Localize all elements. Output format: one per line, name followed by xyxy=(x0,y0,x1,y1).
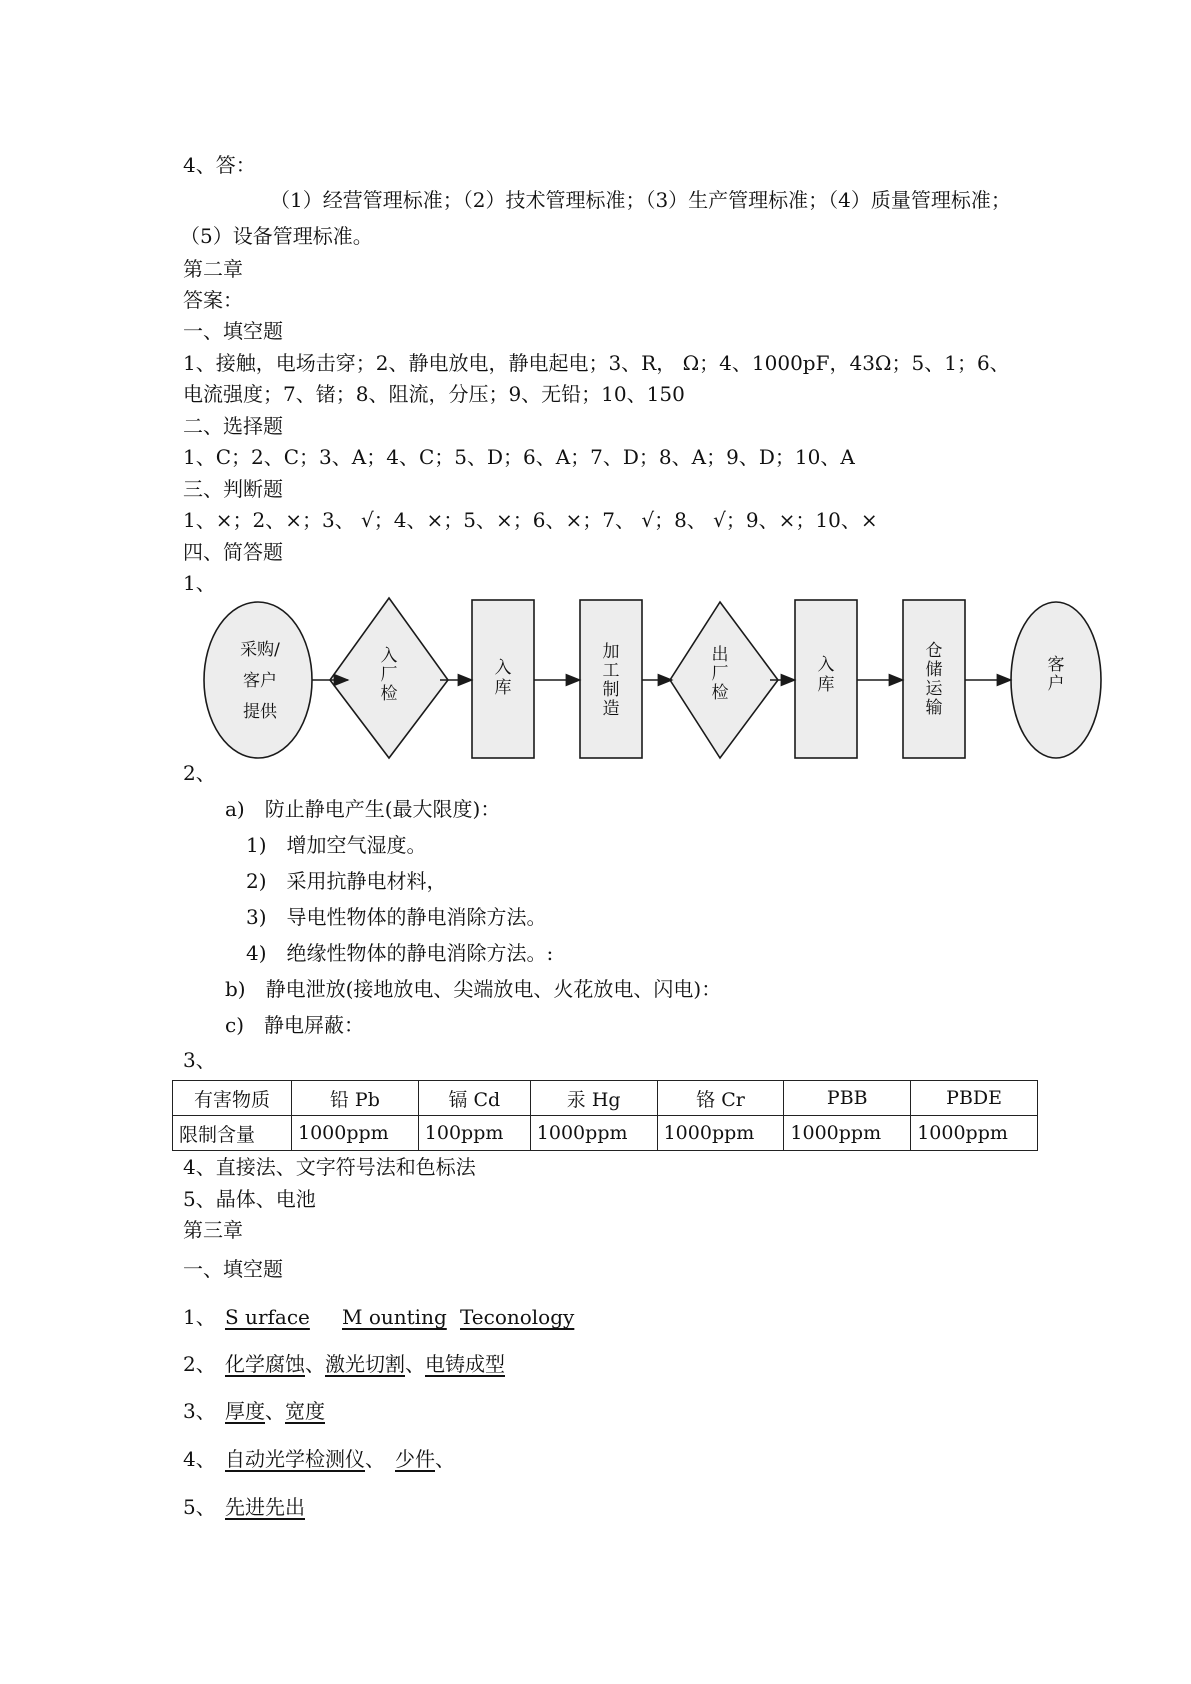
step6-char-3: 运 xyxy=(925,679,943,699)
step5-char-1: 入 xyxy=(817,655,835,675)
separator: 、 xyxy=(435,1447,455,1471)
ch3-item4-number: 4、 xyxy=(183,1447,216,1471)
step2-char-1: 入 xyxy=(494,658,512,678)
ch3-item1-number: 1、 xyxy=(183,1305,216,1329)
table-cell: 汞 Hg xyxy=(530,1081,657,1116)
ch3-item1-part3: Teconology xyxy=(460,1305,575,1329)
ch3-item2-answers xyxy=(225,1351,505,1377)
table-cell: 1000ppm xyxy=(784,1116,911,1151)
separator: 、 xyxy=(405,1352,425,1376)
table-row xyxy=(173,1116,1038,1151)
table-cell: 有害物质 xyxy=(173,1081,292,1116)
table-cell: 1000ppm xyxy=(911,1116,1038,1151)
table-cell: 1000ppm xyxy=(530,1116,657,1151)
step6-char-4: 输 xyxy=(925,698,943,718)
answer-4-line1: （1）经营管理标准；（2）技术管理标准；（3）生产管理标准；（4）质量管理标准； xyxy=(270,188,1011,212)
q2-item-a4: 4) 绝缘性物体的静电消除方法。: xyxy=(246,941,554,965)
ch3-item4-answers xyxy=(225,1446,455,1472)
step4-char-3: 检 xyxy=(711,683,729,703)
table-cell: 100ppm xyxy=(418,1116,530,1151)
answer-text: 电铸成型 xyxy=(425,1352,505,1376)
table-cell: 1000ppm xyxy=(292,1116,419,1151)
q2-item-a1: 1) 增加空气湿度。 xyxy=(246,833,427,857)
separator: 、 xyxy=(305,1352,325,1376)
table-cell: 镉 Cd xyxy=(418,1081,530,1116)
step2-char-2: 库 xyxy=(494,678,512,698)
table-row xyxy=(173,1081,1038,1116)
separator: 、 xyxy=(265,1399,285,1423)
table-cell: 铬 Cr xyxy=(657,1081,784,1116)
short-heading: 四、简答题 xyxy=(183,540,283,564)
q1-label: 1、 xyxy=(183,571,216,595)
step3-char-2: 工 xyxy=(602,661,620,681)
fill-heading: 一、填空题 xyxy=(183,319,283,343)
q2-item-b: b) 静电泄放(接地放电、尖端放电、火花放电、闪电)： xyxy=(225,977,722,1001)
step3-char-1: 加 xyxy=(602,642,620,662)
answer-text: 厚度 xyxy=(225,1399,265,1423)
end-char-2: 户 xyxy=(1047,674,1065,694)
chapter2-title: 第二章 xyxy=(183,257,243,281)
process-flowchart xyxy=(0,0,1191,770)
step6-char-1: 仓 xyxy=(925,641,943,661)
ch3-item2-number: 2、 xyxy=(183,1352,216,1376)
step6-char-2: 储 xyxy=(925,660,943,680)
q4-answer: 4、直接法、文字符号法和色标法 xyxy=(183,1155,476,1179)
q5-answer: 5、晶体、电池 xyxy=(183,1187,316,1211)
step5-char-2: 库 xyxy=(817,675,835,695)
source-line-2: 客户 xyxy=(243,671,277,691)
q3-label: 3、 xyxy=(183,1048,216,1072)
q2-item-a: a) 防止静电产生(最大限度)： xyxy=(225,797,501,821)
step1-char-2: 厂 xyxy=(380,665,398,685)
table-cell: PBDE xyxy=(911,1081,1038,1116)
answer-text: 宽度 xyxy=(285,1399,325,1423)
judge-answers: 1、×；2、×；3、 √；4、×；5、×；6、×；7、 √；8、 √；9、×；10、× xyxy=(183,508,878,532)
q2-item-a3: 3) 导电性物体的静电消除方法。 xyxy=(246,905,547,929)
answer-text: 自动光学检测仪 xyxy=(225,1447,365,1471)
q2-item-c: c) 静电屏蔽： xyxy=(225,1013,365,1037)
answer-4-heading: 4、答： xyxy=(183,153,256,177)
ch3-item3-answers xyxy=(225,1398,325,1424)
table-cell: PBB xyxy=(784,1081,911,1116)
table-cell: 铅 Pb xyxy=(292,1081,419,1116)
step3-char-3: 制 xyxy=(602,680,620,700)
step4-char-2: 厂 xyxy=(711,664,729,684)
separator: 、 xyxy=(365,1447,375,1471)
ch3-item1-part2: M ounting xyxy=(342,1305,447,1329)
step1-char-1: 入 xyxy=(380,646,398,666)
answer-label: 答案： xyxy=(183,288,243,312)
choice-answers: 1、C；2、C；3、A；4、C；5、D；6、A；7、D；8、A；9、D；10、A xyxy=(183,445,855,469)
ch3-fill-heading: 一、填空题 xyxy=(183,1257,283,1281)
source-line-1: 采购/ xyxy=(240,640,280,660)
answer-text: 少件 xyxy=(395,1447,435,1471)
chapter3-title: 第三章 xyxy=(183,1218,243,1242)
step1-char-3: 检 xyxy=(380,684,398,704)
step4-char-1: 出 xyxy=(711,645,729,665)
hazardous-substance-table xyxy=(172,1080,1038,1151)
ch3-item5-answer: 先进先出 xyxy=(225,1495,305,1519)
ch3-item1-part1: S urface xyxy=(225,1305,310,1329)
answer-text: 激光切割 xyxy=(325,1352,405,1376)
table-cell: 限制含量 xyxy=(173,1116,292,1151)
table-cell: 1000ppm xyxy=(657,1116,784,1151)
fill-line2: 电流强度；7、锗；8、阻流，分压；9、无铅；10、150 xyxy=(183,382,685,406)
judge-heading: 三、判断题 xyxy=(183,477,283,501)
ch3-item5-number: 5、 xyxy=(183,1495,216,1519)
ch3-item3-number: 3、 xyxy=(183,1399,216,1423)
q2-label: 2、 xyxy=(183,761,216,785)
end-char-1: 客 xyxy=(1047,655,1065,675)
fill-line1: 1、接触，电场击穿；2、静电放电，静电起电；3、R， Ω；4、1000pF，43Ω；5、1；6、 xyxy=(183,351,1010,375)
source-line-3: 提供 xyxy=(243,702,277,722)
step3-char-4: 造 xyxy=(602,699,620,719)
choice-heading: 二、选择题 xyxy=(183,414,283,438)
answer-4-line2: （5）设备管理标准。 xyxy=(180,224,373,248)
answer-text: 化学腐蚀 xyxy=(225,1352,305,1376)
q2-item-a2: 2) 采用抗静电材料， xyxy=(246,869,447,893)
